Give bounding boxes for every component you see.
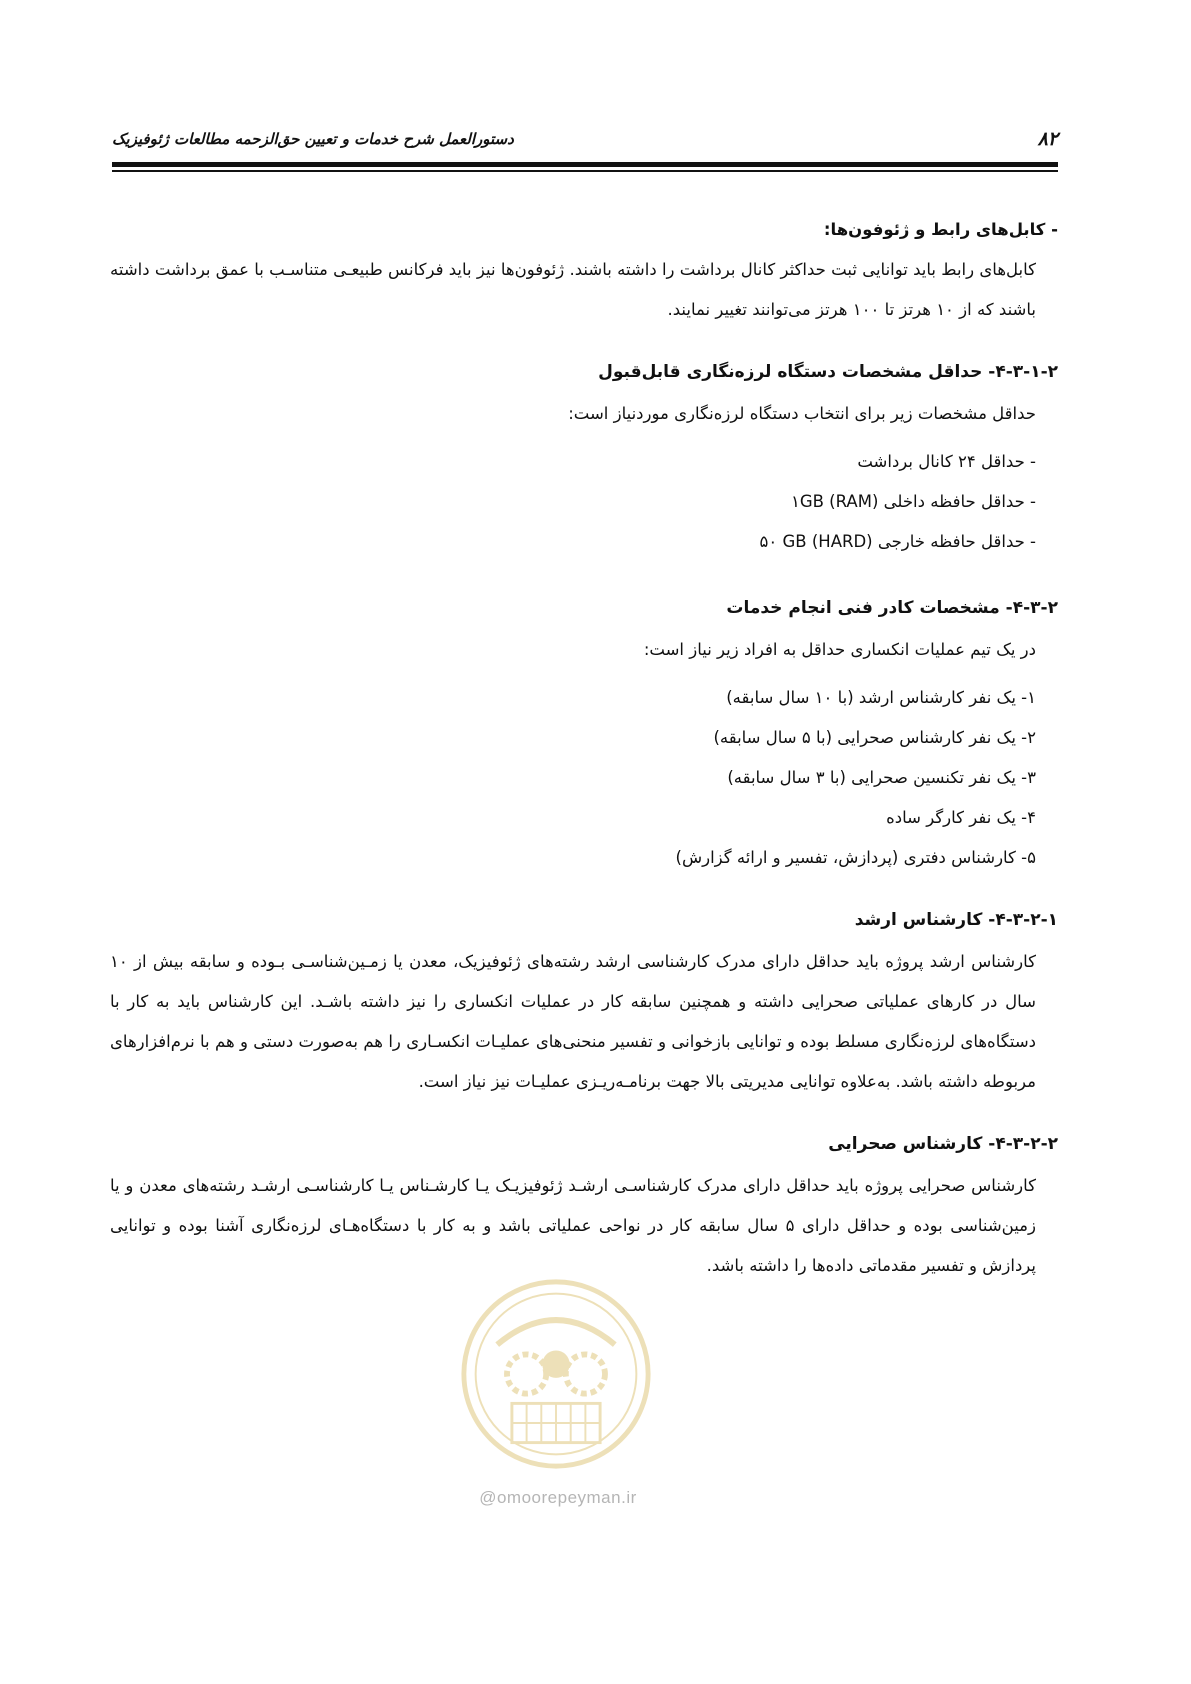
spacer (110, 330, 1058, 338)
section-heading-staff: ۴-۳-۲- مشخصات کادر فنی انجام خدمات (726, 598, 1058, 618)
watermark-seal-logo (458, 1276, 654, 1472)
section-heading-field-expert: ۴-۳-۲-۲- کارشناس صحرایی (828, 1134, 1058, 1154)
page-header (112, 128, 1058, 158)
spacer (110, 878, 1058, 886)
header-rule-thin (112, 170, 1058, 172)
spacer (110, 1102, 1058, 1110)
list-item: - حداقل حافظه داخلی (RAM) ۱GB (790, 492, 1036, 511)
header-rule-thick (112, 162, 1058, 167)
list-item: ۵- کارشناس دفتری (پردازش، تفسیر و ارائه گزارش) (675, 848, 1036, 867)
staff-list (110, 678, 1058, 878)
senior-expert-paragraph: کارشناس ارشد پروژه باید حداقل دارای مدرک کارشناسی ارشد رشته‌های ژئوفیزیک، معدن یا زمـین‌شناسـی بـوده و سابقه بیش از ۱۰ سال در کارهای عملیاتی صحرایی داشته و همچنین سابقه کار در عملیات انکساری را نیز داشته باشـد. این کارشناس باید به کار با دستگاه‌های لرزه‌نگاری مسلط بوده و توانایی بازخوانی و تفسیر منحنی‌های عملیـات انکسـاری را هم به‌صورت دستی و هم با نرم‌افزارهای مربوطه داشته باشد. به‌علاوه توانایی مدیریتی بالا جهت برنامـه‌ریـزی عملیـات نیز نیاز است. (110, 952, 1036, 1091)
equipment-intro: حداقل مشخصات زیر برای انتخاب دستگاه لرزه‌نگاری موردنیاز است: (568, 404, 1036, 423)
field-expert-paragraph: کارشناس صحرایی پروژه باید حداقل دارای مدرک کارشناسـی ارشـد ژئوفیزیـک یـا کارشـناس یـا کارشناسـی ارشـد رشته‌های معدن و یا زمین‌شناسی بوده و حداقل دارای ۵ سال سابقه کار در نواحی عملیاتی باشد و به کار با دستگاه‌هـای لرزه‌نگاری آشنا بوده و توانایی پردازش و تفسیر مقدماتی داده‌ها را داشته باشد. (110, 1176, 1036, 1275)
spacer (110, 562, 1058, 574)
page-number: ۸۲ (1037, 128, 1058, 150)
watermark-url: @omoorepeyman.ir (479, 1488, 637, 1507)
cables-paragraph: کابل‌های رابط باید توانایی ثبت حداکثر کانال برداشت را داشته باشند. ژئوفون‌ها نیز باید فرکانس طبیعـی متناسـب با عمق برداشت داشته باشند که از ۱۰ هرتز تا ۱۰۰ هرتز می‌توانند تغییر نمایند. (110, 260, 1036, 319)
list-item: ۲- یک نفر کارشناس صحرایی (با ۵ سال سابقه) (713, 728, 1036, 747)
section-heading-senior-expert: ۴-۳-۲-۱- کارشناس ارشد (854, 910, 1058, 930)
running-title: دستورالعمل شرح خدمات و تعیین حق‌الزحمه مطالعات ژئوفیزیک (112, 130, 514, 148)
cables-heading: - کابل‌های رابط و ژئوفون‌ها: (823, 220, 1058, 239)
section-heading-equipment: ۴-۳-۱-۲- حداقل مشخصات دستگاه لرزه‌نگاری قابل‌قبول (598, 362, 1058, 382)
list-item: ۳- یک نفر تکنسین صحرایی (با ۳ سال سابقه) (727, 768, 1036, 787)
spacer (110, 434, 1058, 442)
page-body (110, 210, 1058, 1286)
list-item: - حداقل حافظه خارجی (HARD) ۵۰ GB (759, 532, 1036, 551)
equipment-spec-list (110, 442, 1058, 562)
list-item: ۴- یک نفر کارگر ساده (886, 808, 1036, 827)
list-item: - حداقل ۲۴ کانال برداشت (857, 452, 1036, 471)
spacer (110, 670, 1058, 678)
staff-intro: در یک تیم عملیات انکساری حداقل به افراد زیر نیاز است: (643, 640, 1036, 659)
list-item: ۱- یک نفر کارشناس ارشد (با ۱۰ سال سابقه) (726, 688, 1036, 707)
